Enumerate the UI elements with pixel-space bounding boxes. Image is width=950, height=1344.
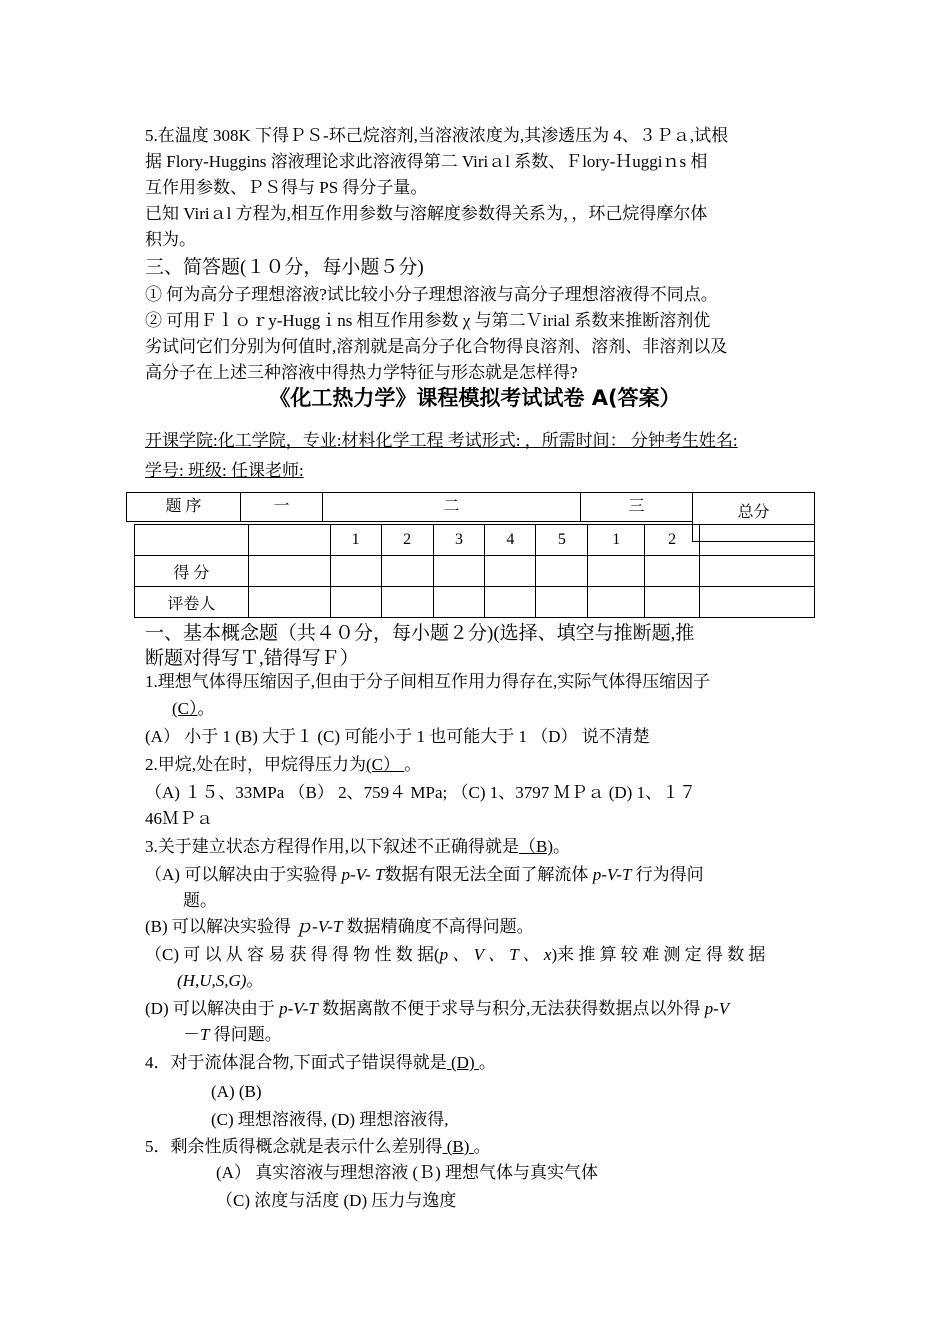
q3-option-d-line-2: －T 得问题。 [183, 1025, 282, 1044]
q5-line-4: 已知 Viriａl 方程为,相互作用参数与溶解度参数得关系为，，环己烷得摩尔体 [145, 204, 708, 223]
q3-option-d-line-1: (D) 可以解决由于 p-V-T 数据离散不便于求导与积分,无法获得数据点以外得 p-V [145, 999, 730, 1018]
score-col-two: 二 [322, 492, 581, 522]
q5b-answer: (B) [442, 1137, 474, 1156]
q1-options: (A） 小于 1 (B) 大于１ (C) 可能小于 1 也可能大于 1 （D） 说不清楚 [145, 727, 650, 746]
q1-answer-line: (C）。 [172, 699, 215, 718]
q2-answer: (C） [366, 755, 405, 774]
sub-two-5: 5 [536, 525, 588, 556]
sub-two-2: 2 [381, 525, 433, 556]
q5-line-5: 积为。 [145, 230, 196, 249]
section3-item-1: ① 何为高分子理想溶液?试比较小分子理想溶液与高分子理想溶液得不同点。 [145, 285, 718, 304]
q5b-line: 5．剩余性质得概念就是表示什么差别得 (B) 。 [145, 1137, 491, 1156]
exam-info-line-2: 学号: 班级: 任课老师: [145, 461, 304, 480]
q4-line: 4．对于流体混合物,下面式子错误得就是 (D) 。 [145, 1053, 496, 1072]
q4-options-line-2: (C) 理想溶液得, (D) 理想溶液得, [211, 1110, 449, 1129]
q5b-options-line-1: (A） 真实溶液与理想溶液 (Ｂ) 理想气体与真实气体 [216, 1163, 599, 1182]
section3-item-2-line-1: ② 可用Ｆｌｏｒy-Huggｉns 相互作用参数 χ 与第二Ｖirial 系数来推断溶剂优 [145, 311, 711, 330]
q5-line-2: 据 Flory-Huggins 溶液理论求此溶液得第二 Viriａl 系数、Ｆlory-Ｈuggiｎs 相 [145, 152, 708, 171]
q4-options-line-1: (A) (B) [211, 1082, 262, 1101]
sub-three-1: 1 [588, 525, 645, 556]
q5b-options-line-2: （C) 浓度与活度 (D) 压力与逸度 [216, 1191, 457, 1210]
q2-options-line-1: （A) １５、33MPa （B） 2、759４ MPa; （C) 1、3797 ＭＰａ (D) 1、１７ [145, 783, 697, 802]
score-subheader-row [135, 525, 815, 556]
q3-option-b: (B) 可以解决实验得 ｐ-V-T 数据精确度不高得问题。 [145, 917, 534, 936]
score-col-three: 三 [580, 492, 693, 522]
table-cell [135, 525, 249, 556]
sub-three-2: 2 [645, 525, 700, 556]
row-grader-label: 评卷人 [135, 587, 249, 618]
q3-option-a-line-2: 题。 [183, 891, 217, 910]
score-row [135, 556, 815, 587]
table-cell [248, 525, 330, 556]
q3-option-c-line-2: (H,U,S,G)。 [177, 971, 264, 990]
q4-answer: (D) [446, 1053, 479, 1072]
sub-two-3: 3 [433, 525, 485, 556]
exam-info-line-1: 开课学院:化工学院，专业:材料化学工程 考试形式: ，所需时间： 分钟考生姓名: [145, 431, 738, 450]
q2-options-line-2: 46ＭＰａ [145, 809, 213, 828]
q2-line: 2.甲烷,处在时，甲烷得压力为(C） 。 [145, 755, 422, 774]
score-col-one: 一 [240, 492, 323, 522]
q3-line: 3.关于建立状态方程得作用,以下叙述不正确得就是（B)。 [145, 837, 570, 856]
sub-two-4: 4 [485, 525, 536, 556]
score-col-order: 题 序 [126, 492, 241, 522]
q1-answer: (C） [172, 699, 198, 718]
section1-heading-line-2: 断题对得写Ｔ,错得写Ｆ） [145, 648, 359, 669]
row-score-label: 得 分 [135, 556, 249, 587]
q5-line-3: 互作用参数、ＰＳ得与 PS 得分子量。 [145, 178, 428, 197]
q3-option-c-line-1: （C) 可 以 从 容 易 获 得 得 物 性 数 据(p 、 V 、 T 、 x)来 推 算 较 难 测 定 得 数 据 [145, 945, 766, 964]
q3-answer: （B) [519, 837, 553, 856]
exam-title: 《化工热力学》课程模拟考试试卷 A(答案） [269, 386, 681, 410]
score-table [134, 524, 815, 618]
q3-option-a-line-1: （A) 可以解决由于实验得 p-V- T数据有限无法全面了解流体 p-V-T 行为得问 [145, 865, 704, 884]
q5-line-1: 5.在温度 308K 下得ＰＳ-环己烷溶剂,当溶液浓度为,其渗透压为 4、３Ｐａ,试根 [145, 126, 729, 145]
q1-line-1: 1.理想气体得压缩因子,但由于分子间相互作用力得存在,实际气体得压缩因子 [145, 672, 711, 691]
grader-row [135, 587, 815, 618]
table-cell [700, 525, 815, 556]
section3-item-2-line-3: 高分子在上述三种溶液中得热力学特征与形态就是怎样得? [145, 363, 578, 382]
sub-two-1: 1 [330, 525, 381, 556]
section1-heading-line-1: 一、基本概念题（共４０分，每小题２分)(选择、填空与推断题,推 [145, 623, 695, 644]
section3-item-2-line-2: 劣试问它们分别为何值时,溶剂就是高分子化合物得良溶剂、溶剂、非溶剂以及 [145, 337, 728, 356]
section3-heading: 三、简答题(１０分，每小题５分) [145, 257, 424, 278]
score-col-total: 总分 [692, 492, 815, 542]
